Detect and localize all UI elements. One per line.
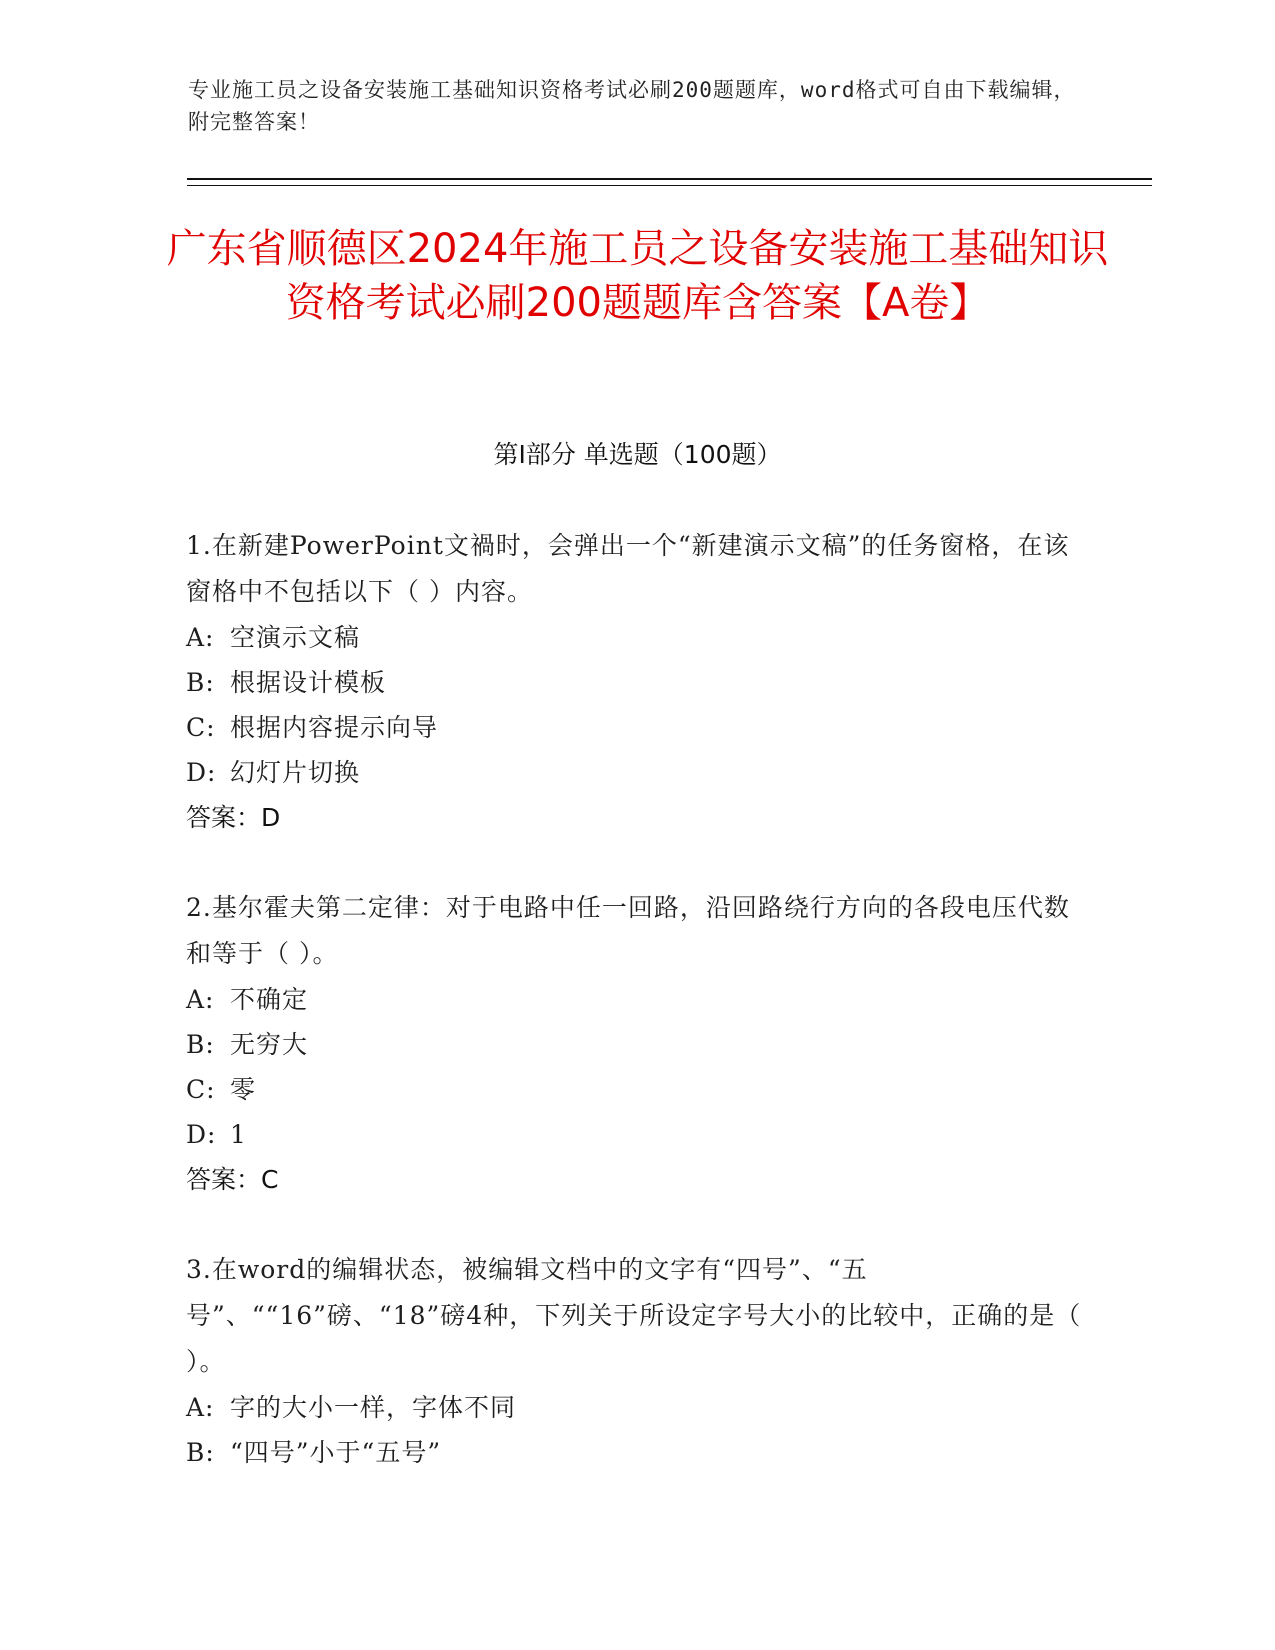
option-text: 字的大小一样，字体不同 [230,1393,517,1422]
question-stem: 3.在word的编辑状态，被编辑文档中的文字有“四号”、“五号”、““16”磅、“18”磅4种，下列关于所设定字号大小的比较中，正确的是（ ）。 [186,1255,1082,1376]
option-key: D: [186,758,217,787]
option-text: 零 [230,1075,257,1104]
option-key: D: [186,1120,217,1149]
option-a [186,977,1086,1022]
option-a [186,615,1086,660]
option-b [186,1022,1086,1067]
question-3 [186,1247,1086,1475]
question-2 [186,885,1086,1203]
answer: 答案：D [186,803,281,832]
option-key: C: [186,713,216,742]
option-d [186,1112,1086,1157]
question-stem: 1.在新建PowerPoint文禍时，会弹出一个“新建演示文稿”的任务窗格，在该窗格中不包括以下（ ）内容。 [186,531,1070,606]
question-1 [186,523,1086,841]
option-text: 不确定 [230,985,309,1014]
header-note: 专业施工员之设备安装施工基础知识资格考试必刷200题题库，word格式可自由下载编辑，附完整答案！ [188,78,1076,134]
option-key: B: [186,1438,215,1467]
answer: 答案：C [186,1165,279,1194]
option-b [186,660,1086,705]
option-key: B: [186,668,215,697]
option-b [186,1430,1086,1475]
option-text: 空演示文稿 [230,623,361,652]
option-key: A: [186,1393,215,1422]
option-text: “四号”小于“五号” [230,1438,442,1467]
option-text: 根据设计模板 [230,668,387,697]
option-key: C: [186,1075,216,1104]
header-divider-thick [187,178,1152,180]
option-c [186,1067,1086,1112]
option-key: B: [186,1030,215,1059]
option-text: 无穷大 [230,1030,309,1059]
option-key: A: [186,985,215,1014]
option-d [186,750,1086,795]
question-stem: 2.基尔霍夫第二定律：对于电路中任一回路，沿回路绕行方向的各段电压代数和等于（ ）。 [186,893,1070,968]
option-text: 幻灯片切换 [230,758,361,787]
section-heading: 第I部分 单选题（100题） [493,440,782,469]
option-text: 根据内容提示向导 [230,713,439,742]
option-key: A: [186,623,215,652]
document-title: 广东省顺德区2024年施工员之设备安装施工基础知识资格考试必刷200题题库含答案【A卷】 [166,226,1109,326]
header-divider-thin [187,185,1152,186]
option-c [186,705,1086,750]
option-text: 1 [230,1120,247,1149]
option-a [186,1385,1086,1430]
